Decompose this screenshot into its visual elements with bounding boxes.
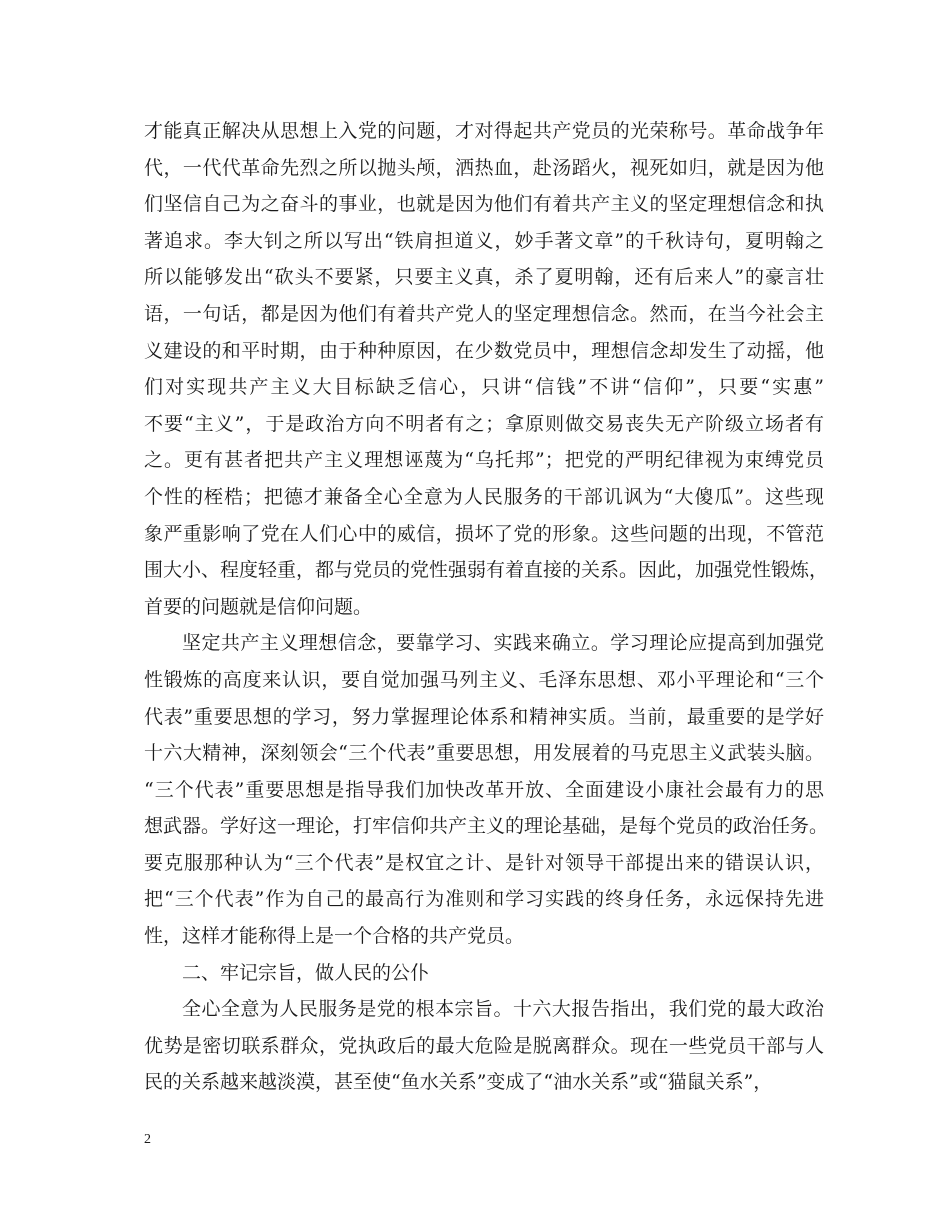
page-number: 2 xyxy=(144,1132,151,1147)
paragraph xyxy=(144,113,829,625)
text-line: 代，一代代革命先烈之所以抛头颅，洒热血，赴汤蹈火，视死如归，就是因为他 xyxy=(144,156,824,179)
paragraph xyxy=(144,955,824,992)
text-line: 们对实现共产主义大目标缺乏信心，只讲“信钱”不讲“信仰”，只要“实惠” xyxy=(144,376,824,399)
text-line: 们坚信自己为之奋斗的事业，也就是因为他们有着共产主义的坚定理想信念和执 xyxy=(144,193,824,216)
text-line: 语，一句话，都是因为他们有着共产党人的坚定理想信念。然而，在当今社会主 xyxy=(144,302,824,325)
text-line: 性，这样才能称得上是一个合格的共产党员。 xyxy=(144,925,525,948)
text-line: “三个代表”重要思想是指导我们加快改革开放、全面建设小康社会最有力的思 xyxy=(144,778,824,801)
text-line: 二、牢记宗旨，做人民的公仆 xyxy=(182,961,430,984)
paragraph xyxy=(144,991,824,1101)
text-line: 所以能够发出“砍头不要紧，只要主义真，杀了夏明翰，还有后来人”的豪言壮 xyxy=(144,266,824,289)
text-line: 才能真正解决从思想上入党的问题，才对得起共产党员的光荣称号。革命战争年 xyxy=(144,120,824,142)
text-line: 性锻炼的高度来认识，要自觉加强马列主义、毛泽东思想、邓小平理论和“三个 xyxy=(144,668,824,691)
text-line: 优势是密切联系群众，党执政后的最大危险是脱离群众。现在一些党员干部与人 xyxy=(144,1034,824,1057)
text-line: 想武器。学好这一理论，打牢信仰共产主义的理论基础，是每个党员的政治任务。 xyxy=(144,815,829,838)
text-line: 十六大精神，深刻领会“三个代表”重要思想，用发展着的马克思主义武装头脑。 xyxy=(144,742,824,765)
paragraph xyxy=(144,625,829,954)
text-line: 之。更有甚者把共产主义理想诬蔑为“乌托邦”；把党的严明纪律视为束缚党员 xyxy=(144,449,824,472)
text-line: 不要“主义”，于是政治方向不明者有之；拿原则做交易丧失无产阶级立场者有 xyxy=(144,412,824,435)
text-line: 著追求。李大钊之所以写出“铁肩担道义，妙手著文章”的千秋诗句，夏明翰之 xyxy=(144,229,824,252)
text-line: 代表”重要思想的学习，努力掌握理论体系和精神实质。当前，最重要的是学好 xyxy=(144,705,824,728)
text-line: 全心全意为人民服务是党的根本宗旨。十六大报告指出，我们党的最大政治 xyxy=(182,998,824,1021)
text-line: 象严重影响了党在人们心中的威信，损坏了党的形象。这些问题的出现，不管范 xyxy=(144,522,824,545)
text-line: 首要的问题就是信仰问题。 xyxy=(144,595,373,618)
text-line: 个性的桎梏；把德才兼备全心全意为人民服务的干部讥讽为“大傻瓜”。这些现 xyxy=(144,485,824,508)
text-line: 民的关系越来越淡漠，甚至使“鱼水关系”变成了“油水关系”或“猫鼠关系”， xyxy=(144,1071,773,1094)
text-line: 围大小、程度轻重，都与党员的党性强弱有着直接的关系。因此，加强党性锻炼， xyxy=(144,559,829,582)
text-line: 要克服那种认为“三个代表”是权宜之计、是针对领导干部提出来的错误认识， xyxy=(144,851,824,874)
text-line: 义建设的和平时期，由于种种原因，在少数党员中，理想信念却发生了动摇，他 xyxy=(144,339,824,362)
text-line: 把“三个代表”作为自己的最高行为准则和学习实践的终身任务，永远保持先进 xyxy=(144,888,824,911)
body-text xyxy=(144,113,829,1101)
text-line: 坚定共产主义理想信念，要靠学习、实践来确立。学习理论应提高到加强党 xyxy=(182,632,824,655)
